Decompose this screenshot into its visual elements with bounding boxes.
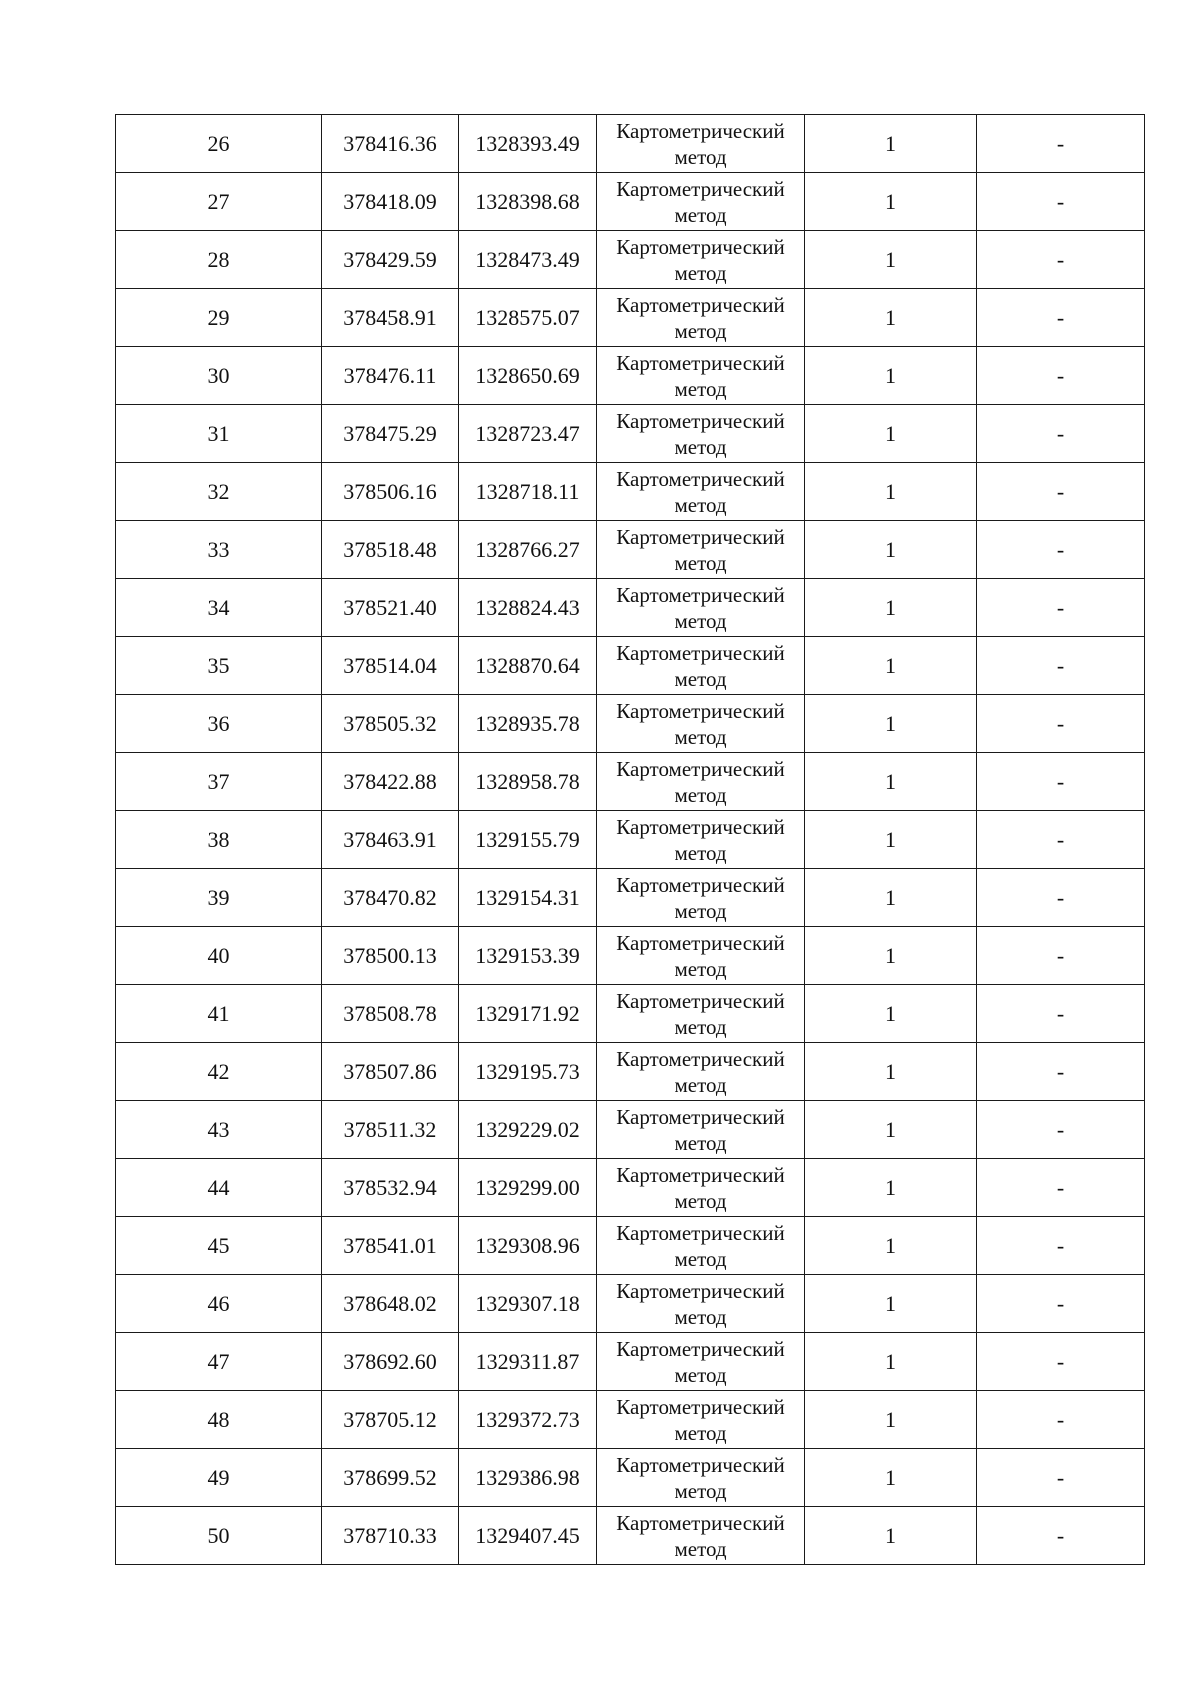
method-line-1: Картометрический bbox=[616, 467, 785, 491]
method-line-1: Картометрический bbox=[616, 1453, 785, 1477]
method-line-2: метод bbox=[674, 1479, 727, 1503]
method-line-1: Картометрический bbox=[616, 931, 785, 955]
x-coordinate-cell: 378463.91 bbox=[322, 811, 459, 869]
accuracy-cell: 1 bbox=[805, 405, 977, 463]
x-coordinate-cell: 378518.48 bbox=[322, 521, 459, 579]
note-cell: - bbox=[977, 1507, 1145, 1565]
method-line-1: Картометрический bbox=[616, 583, 785, 607]
point-number-cell: 26 bbox=[116, 115, 322, 173]
accuracy-cell: 1 bbox=[805, 115, 977, 173]
method-line-2: метод bbox=[674, 609, 727, 633]
table-row bbox=[116, 463, 1145, 521]
accuracy-cell: 1 bbox=[805, 463, 977, 521]
note-cell: - bbox=[977, 521, 1145, 579]
y-coordinate-cell: 1329195.73 bbox=[459, 1043, 597, 1101]
method-line-2: метод bbox=[674, 493, 727, 517]
note-cell: - bbox=[977, 289, 1145, 347]
method-line-1: Картометрический bbox=[616, 409, 785, 433]
note-cell: - bbox=[977, 927, 1145, 985]
point-number-cell: 42 bbox=[116, 1043, 322, 1101]
method-line-1: Картометрический bbox=[616, 989, 785, 1013]
method-line-1: Картометрический bbox=[616, 235, 785, 259]
x-coordinate-cell: 378541.01 bbox=[322, 1217, 459, 1275]
method-cell bbox=[597, 927, 805, 985]
y-coordinate-cell: 1329386.98 bbox=[459, 1449, 597, 1507]
method-cell bbox=[597, 1449, 805, 1507]
method-cell bbox=[597, 231, 805, 289]
table-row bbox=[116, 1043, 1145, 1101]
table-row bbox=[116, 985, 1145, 1043]
x-coordinate-cell: 378458.91 bbox=[322, 289, 459, 347]
method-line-2: метод bbox=[674, 725, 727, 749]
accuracy-cell: 1 bbox=[805, 695, 977, 753]
y-coordinate-cell: 1329154.31 bbox=[459, 869, 597, 927]
point-number-cell: 36 bbox=[116, 695, 322, 753]
method-line-2: метод bbox=[674, 1189, 727, 1213]
table-row bbox=[116, 1449, 1145, 1507]
method-line-1: Картометрический bbox=[616, 1395, 785, 1419]
y-coordinate-cell: 1328718.11 bbox=[459, 463, 597, 521]
table-row bbox=[116, 869, 1145, 927]
point-number-cell: 33 bbox=[116, 521, 322, 579]
method-line-1: Картометрический bbox=[616, 1163, 785, 1187]
point-number-cell: 44 bbox=[116, 1159, 322, 1217]
method-line-2: метод bbox=[674, 957, 727, 981]
y-coordinate-cell: 1328935.78 bbox=[459, 695, 597, 753]
method-line-2: метод bbox=[674, 841, 727, 865]
method-line-1: Картометрический bbox=[616, 293, 785, 317]
table-row bbox=[116, 521, 1145, 579]
accuracy-cell: 1 bbox=[805, 927, 977, 985]
table-row bbox=[116, 1391, 1145, 1449]
accuracy-cell: 1 bbox=[805, 1217, 977, 1275]
table-row bbox=[116, 753, 1145, 811]
method-cell bbox=[597, 1391, 805, 1449]
accuracy-cell: 1 bbox=[805, 1507, 977, 1565]
y-coordinate-cell: 1329229.02 bbox=[459, 1101, 597, 1159]
accuracy-cell: 1 bbox=[805, 811, 977, 869]
accuracy-cell: 1 bbox=[805, 1333, 977, 1391]
method-line-2: метод bbox=[674, 319, 727, 343]
x-coordinate-cell: 378416.36 bbox=[322, 115, 459, 173]
table-row bbox=[116, 231, 1145, 289]
point-number-cell: 29 bbox=[116, 289, 322, 347]
note-cell: - bbox=[977, 1101, 1145, 1159]
x-coordinate-cell: 378475.29 bbox=[322, 405, 459, 463]
point-number-cell: 27 bbox=[116, 173, 322, 231]
accuracy-cell: 1 bbox=[805, 637, 977, 695]
x-coordinate-cell: 378422.88 bbox=[322, 753, 459, 811]
x-coordinate-cell: 378699.52 bbox=[322, 1449, 459, 1507]
x-coordinate-cell: 378507.86 bbox=[322, 1043, 459, 1101]
table-row bbox=[116, 347, 1145, 405]
method-line-2: метод bbox=[674, 1131, 727, 1155]
table-row bbox=[116, 579, 1145, 637]
note-cell: - bbox=[977, 695, 1145, 753]
method-cell bbox=[597, 1159, 805, 1217]
point-number-cell: 38 bbox=[116, 811, 322, 869]
method-line-2: метод bbox=[674, 783, 727, 807]
method-cell bbox=[597, 637, 805, 695]
y-coordinate-cell: 1328766.27 bbox=[459, 521, 597, 579]
note-cell: - bbox=[977, 1275, 1145, 1333]
note-cell: - bbox=[977, 1449, 1145, 1507]
note-cell: - bbox=[977, 231, 1145, 289]
note-cell: - bbox=[977, 1159, 1145, 1217]
note-cell: - bbox=[977, 637, 1145, 695]
point-number-cell: 32 bbox=[116, 463, 322, 521]
method-line-1: Картометрический bbox=[616, 351, 785, 375]
method-line-1: Картометрический bbox=[616, 699, 785, 723]
method-line-1: Картометрический bbox=[616, 873, 785, 897]
accuracy-cell: 1 bbox=[805, 753, 977, 811]
method-cell bbox=[597, 753, 805, 811]
method-line-2: метод bbox=[674, 551, 727, 575]
method-line-2: метод bbox=[674, 145, 727, 169]
table-row bbox=[116, 637, 1145, 695]
table-row bbox=[116, 927, 1145, 985]
method-line-2: метод bbox=[674, 377, 727, 401]
note-cell: - bbox=[977, 1217, 1145, 1275]
note-cell: - bbox=[977, 405, 1145, 463]
y-coordinate-cell: 1329299.00 bbox=[459, 1159, 597, 1217]
table-row bbox=[116, 695, 1145, 753]
y-coordinate-cell: 1328958.78 bbox=[459, 753, 597, 811]
method-cell bbox=[597, 115, 805, 173]
accuracy-cell: 1 bbox=[805, 1101, 977, 1159]
note-cell: - bbox=[977, 985, 1145, 1043]
table-row bbox=[116, 811, 1145, 869]
method-line-1: Картометрический bbox=[616, 525, 785, 549]
accuracy-cell: 1 bbox=[805, 1449, 977, 1507]
accuracy-cell: 1 bbox=[805, 289, 977, 347]
point-number-cell: 48 bbox=[116, 1391, 322, 1449]
method-cell bbox=[597, 695, 805, 753]
table-row bbox=[116, 1101, 1145, 1159]
x-coordinate-cell: 378500.13 bbox=[322, 927, 459, 985]
method-cell bbox=[597, 289, 805, 347]
y-coordinate-cell: 1329153.39 bbox=[459, 927, 597, 985]
accuracy-cell: 1 bbox=[805, 985, 977, 1043]
table-row bbox=[116, 173, 1145, 231]
point-number-cell: 45 bbox=[116, 1217, 322, 1275]
method-line-2: метод bbox=[674, 203, 727, 227]
y-coordinate-cell: 1328870.64 bbox=[459, 637, 597, 695]
method-line-2: метод bbox=[674, 1247, 727, 1271]
method-line-1: Картометрический bbox=[616, 1221, 785, 1245]
point-number-cell: 49 bbox=[116, 1449, 322, 1507]
accuracy-cell: 1 bbox=[805, 869, 977, 927]
method-line-2: метод bbox=[674, 435, 727, 459]
method-line-1: Картометрический bbox=[616, 177, 785, 201]
method-line-2: метод bbox=[674, 1363, 727, 1387]
y-coordinate-cell: 1328650.69 bbox=[459, 347, 597, 405]
y-coordinate-cell: 1329155.79 bbox=[459, 811, 597, 869]
method-cell bbox=[597, 521, 805, 579]
note-cell: - bbox=[977, 1043, 1145, 1101]
point-number-cell: 47 bbox=[116, 1333, 322, 1391]
x-coordinate-cell: 378511.32 bbox=[322, 1101, 459, 1159]
x-coordinate-cell: 378532.94 bbox=[322, 1159, 459, 1217]
point-number-cell: 37 bbox=[116, 753, 322, 811]
method-line-2: метод bbox=[674, 1305, 727, 1329]
method-line-1: Картометрический bbox=[616, 1105, 785, 1129]
note-cell: - bbox=[977, 753, 1145, 811]
x-coordinate-cell: 378476.11 bbox=[322, 347, 459, 405]
y-coordinate-cell: 1329171.92 bbox=[459, 985, 597, 1043]
table-body bbox=[116, 115, 1145, 1565]
x-coordinate-cell: 378705.12 bbox=[322, 1391, 459, 1449]
point-number-cell: 39 bbox=[116, 869, 322, 927]
method-cell bbox=[597, 173, 805, 231]
method-cell bbox=[597, 463, 805, 521]
note-cell: - bbox=[977, 869, 1145, 927]
accuracy-cell: 1 bbox=[805, 347, 977, 405]
point-number-cell: 30 bbox=[116, 347, 322, 405]
y-coordinate-cell: 1329407.45 bbox=[459, 1507, 597, 1565]
note-cell: - bbox=[977, 173, 1145, 231]
y-coordinate-cell: 1328393.49 bbox=[459, 115, 597, 173]
y-coordinate-cell: 1328824.43 bbox=[459, 579, 597, 637]
method-line-2: метод bbox=[674, 667, 727, 691]
method-cell bbox=[597, 1217, 805, 1275]
method-line-1: Картометрический bbox=[616, 119, 785, 143]
y-coordinate-cell: 1329372.73 bbox=[459, 1391, 597, 1449]
table-row bbox=[116, 405, 1145, 463]
method-line-2: метод bbox=[674, 1421, 727, 1445]
method-line-1: Картометрический bbox=[616, 1279, 785, 1303]
method-line-1: Картометрический bbox=[616, 1511, 785, 1535]
method-cell bbox=[597, 869, 805, 927]
x-coordinate-cell: 378505.32 bbox=[322, 695, 459, 753]
point-number-cell: 31 bbox=[116, 405, 322, 463]
y-coordinate-cell: 1328473.49 bbox=[459, 231, 597, 289]
method-line-1: Картометрический bbox=[616, 815, 785, 839]
y-coordinate-cell: 1329307.18 bbox=[459, 1275, 597, 1333]
method-cell bbox=[597, 1333, 805, 1391]
point-number-cell: 43 bbox=[116, 1101, 322, 1159]
y-coordinate-cell: 1329311.87 bbox=[459, 1333, 597, 1391]
y-coordinate-cell: 1328723.47 bbox=[459, 405, 597, 463]
point-number-cell: 28 bbox=[116, 231, 322, 289]
note-cell: - bbox=[977, 811, 1145, 869]
accuracy-cell: 1 bbox=[805, 1043, 977, 1101]
method-line-2: метод bbox=[674, 1537, 727, 1561]
note-cell: - bbox=[977, 1333, 1145, 1391]
accuracy-cell: 1 bbox=[805, 231, 977, 289]
y-coordinate-cell: 1328575.07 bbox=[459, 289, 597, 347]
method-line-1: Картометрический bbox=[616, 757, 785, 781]
method-cell bbox=[597, 579, 805, 637]
method-cell bbox=[597, 811, 805, 869]
table-row bbox=[116, 115, 1145, 173]
point-number-cell: 34 bbox=[116, 579, 322, 637]
table-row bbox=[116, 1507, 1145, 1565]
table-row bbox=[116, 1333, 1145, 1391]
table-row bbox=[116, 1217, 1145, 1275]
point-number-cell: 40 bbox=[116, 927, 322, 985]
method-cell bbox=[597, 1275, 805, 1333]
x-coordinate-cell: 378710.33 bbox=[322, 1507, 459, 1565]
x-coordinate-cell: 378470.82 bbox=[322, 869, 459, 927]
method-line-1: Картометрический bbox=[616, 1047, 785, 1071]
x-coordinate-cell: 378506.16 bbox=[322, 463, 459, 521]
note-cell: - bbox=[977, 579, 1145, 637]
table-row bbox=[116, 1159, 1145, 1217]
point-number-cell: 46 bbox=[116, 1275, 322, 1333]
point-number-cell: 41 bbox=[116, 985, 322, 1043]
note-cell: - bbox=[977, 347, 1145, 405]
method-cell bbox=[597, 985, 805, 1043]
method-line-2: метод bbox=[674, 1015, 727, 1039]
y-coordinate-cell: 1329308.96 bbox=[459, 1217, 597, 1275]
table-row bbox=[116, 1275, 1145, 1333]
x-coordinate-cell: 378521.40 bbox=[322, 579, 459, 637]
accuracy-cell: 1 bbox=[805, 173, 977, 231]
method-line-2: метод bbox=[674, 261, 727, 285]
method-line-2: метод bbox=[674, 1073, 727, 1097]
accuracy-cell: 1 bbox=[805, 1159, 977, 1217]
method-line-1: Картометрический bbox=[616, 1337, 785, 1361]
accuracy-cell: 1 bbox=[805, 579, 977, 637]
x-coordinate-cell: 378514.04 bbox=[322, 637, 459, 695]
method-line-1: Картометрический bbox=[616, 641, 785, 665]
coordinates-table bbox=[115, 114, 1145, 1565]
y-coordinate-cell: 1328398.68 bbox=[459, 173, 597, 231]
accuracy-cell: 1 bbox=[805, 521, 977, 579]
accuracy-cell: 1 bbox=[805, 1391, 977, 1449]
point-number-cell: 50 bbox=[116, 1507, 322, 1565]
method-cell bbox=[597, 1101, 805, 1159]
table-row bbox=[116, 289, 1145, 347]
note-cell: - bbox=[977, 115, 1145, 173]
method-cell bbox=[597, 347, 805, 405]
point-number-cell: 35 bbox=[116, 637, 322, 695]
x-coordinate-cell: 378692.60 bbox=[322, 1333, 459, 1391]
note-cell: - bbox=[977, 463, 1145, 521]
x-coordinate-cell: 378508.78 bbox=[322, 985, 459, 1043]
x-coordinate-cell: 378418.09 bbox=[322, 173, 459, 231]
method-cell bbox=[597, 1507, 805, 1565]
x-coordinate-cell: 378648.02 bbox=[322, 1275, 459, 1333]
method-line-2: метод bbox=[674, 899, 727, 923]
x-coordinate-cell: 378429.59 bbox=[322, 231, 459, 289]
method-cell bbox=[597, 1043, 805, 1101]
method-cell bbox=[597, 405, 805, 463]
accuracy-cell: 1 bbox=[805, 1275, 977, 1333]
note-cell: - bbox=[977, 1391, 1145, 1449]
